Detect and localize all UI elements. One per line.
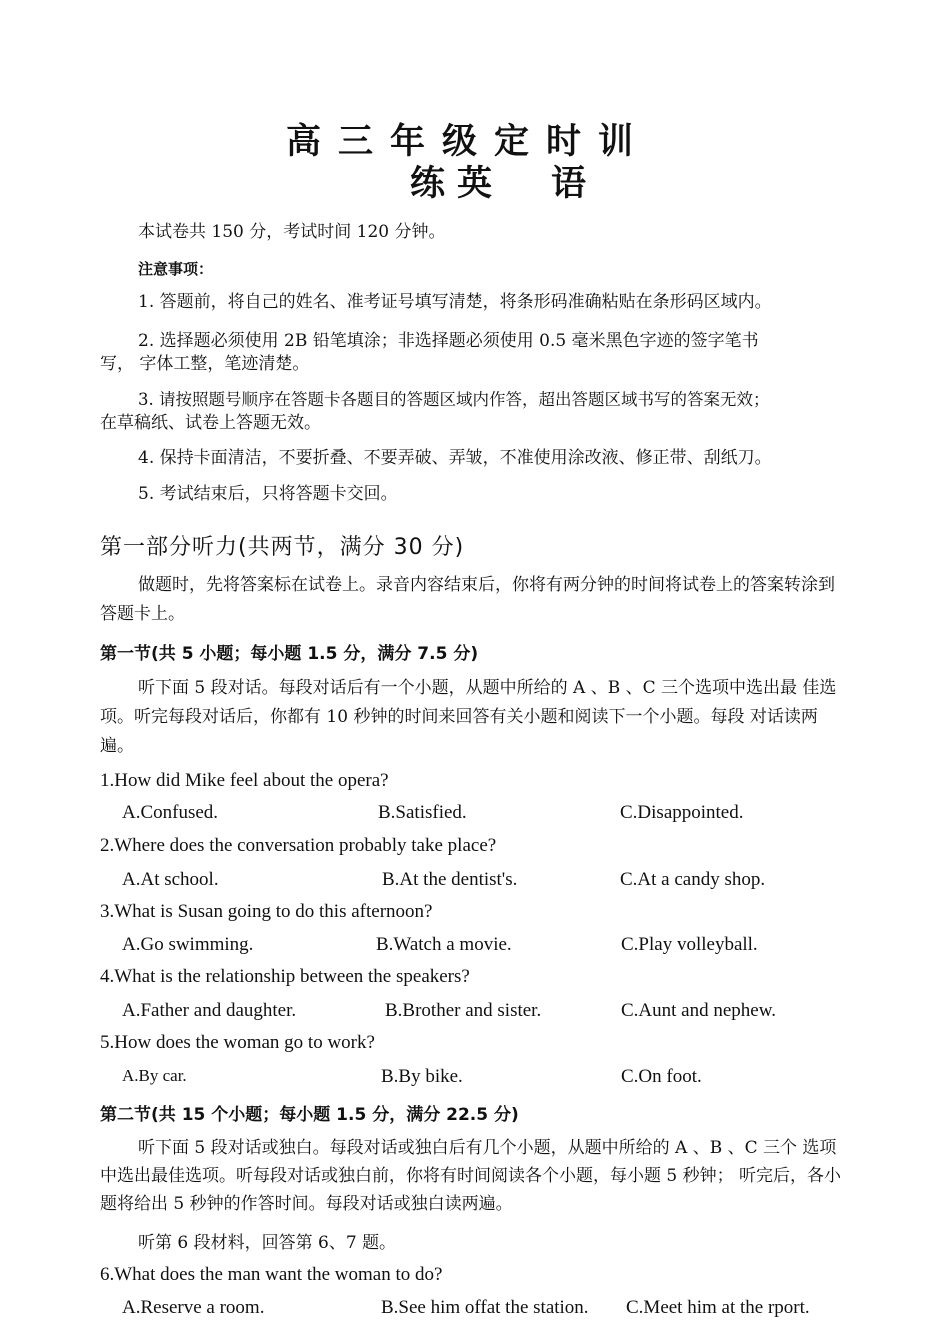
question-4-option-a: A.Father and daughter.	[122, 1000, 297, 1021]
question-6: 6.What does the man want the woman to do?	[100, 1264, 443, 1285]
section1-instruction: 听下面 5 段对话。每段对话后有一个小题，从题中所给的 A 、B 、C 三个选项中选出最 佳选项。听完每段对话后，你都有 10 秒钟的时间来回答有关小题和阅读下一个小题。每段 对话读两遍。	[100, 678, 837, 756]
note-item-1: 1. 答题前，将自己的姓名、准考证号填写清楚，将条形码准确粘贴在条形码区域内。	[138, 292, 772, 312]
note-item-4: 4. 保持卡面清洁，不要折叠、不要弄破、弄皱，不准使用涂改液、修正带、刮纸刀。	[138, 448, 772, 468]
note-item-3: 3. 请按照题号顺序在答题卡各题目的答题区域内作答，超出答题区域书写的答案无效；	[138, 390, 770, 409]
question-5-option-a: A.By car.	[122, 1066, 187, 1085]
question-6-option-b: B.See him offat the station.	[381, 1297, 589, 1318]
question-3-option-b: B.Watch a movie.	[376, 934, 512, 955]
question-3-option-a: A.Go swimming.	[122, 934, 254, 955]
question-2-option-b: B.At the dentist's.	[382, 869, 518, 890]
question-1: 1.How did Mike feel about the opera?	[100, 770, 389, 791]
note-item-5: 5. 考试结束后，只将答题卡交回。	[138, 484, 398, 504]
question-1-option-a: A.Confused.	[122, 802, 219, 823]
section2-instruction: 听下面 5 段对话或独白。每段对话或独白后有几个小题，从题中所给的 A 、B 、C 三个 选项中选出最佳选项。听每段对话或独白前，你将有时间阅读各个小题，每小题 5 秒钟； 听完后，各小题将给出 5 秒钟的作答时间。每段对话或独白读两遍。	[100, 1138, 842, 1214]
exam-info: 本试卷共 150 分，考试时间 120 分钟。	[138, 222, 446, 242]
question-5: 5.How does the woman go to work?	[100, 1032, 375, 1053]
part1-heading: 第一部分听力(共两节，满分 30 分)	[100, 535, 465, 560]
exam-title-line2: 练英 语	[410, 163, 599, 204]
section1-heading: 第一节(共 5 小题；每小题 1.5 分，满分 7.5 分)	[100, 644, 479, 664]
note-item-2: 2. 选择题必须使用 2B 铅笔填涂；非选择题必须使用 0.5 毫米黑色字迹的签字笔书	[138, 331, 759, 351]
section2-heading: 第二节(共 15 个小题；每小题 1.5 分，满分 22.5 分)	[100, 1105, 519, 1125]
note-item-3-cont: 在草稿纸、试卷上答题无效。	[100, 413, 321, 433]
question-4-option-c: C.Aunt and nephew.	[621, 1000, 776, 1021]
material-note: 听第 6 段材料，回答第 6、7 题。	[138, 1233, 397, 1253]
notes-title: 注意事项：	[138, 260, 214, 278]
question-5-option-b: B.By bike.	[381, 1066, 463, 1087]
question-1-option-b: B.Satisfied.	[378, 802, 467, 823]
question-2: 2.Where does the conversation probably take place?	[100, 835, 497, 856]
question-6-option-c: C.Meet him at the rport.	[626, 1297, 810, 1318]
question-3: 3.What is Susan going to do this afternoon?	[100, 901, 433, 922]
question-6-option-a: A.Reserve a room.	[122, 1297, 265, 1318]
question-5-option-c: C.On foot.	[621, 1066, 702, 1087]
question-1-option-c: C.Disappointed.	[620, 802, 744, 823]
question-4-option-b: B.Brother and sister.	[385, 1000, 542, 1021]
question-2-option-c: C.At a candy shop.	[620, 869, 766, 890]
note-item-2-cont: 写， 字体工整，笔迹清楚。	[100, 354, 310, 374]
exam-title-line1: 高三年级定时训	[286, 121, 651, 162]
question-4: 4.What is the relationship between the speakers?	[100, 966, 470, 987]
question-2-option-a: A.At school.	[122, 869, 219, 890]
part1-instruction: 做题时，先将答案标在试卷上。录音内容结束后，你将有两分钟的时间将试卷上的答案转涂到答题卡上。	[100, 575, 835, 624]
question-3-option-c: C.Play volleyball.	[621, 934, 758, 955]
